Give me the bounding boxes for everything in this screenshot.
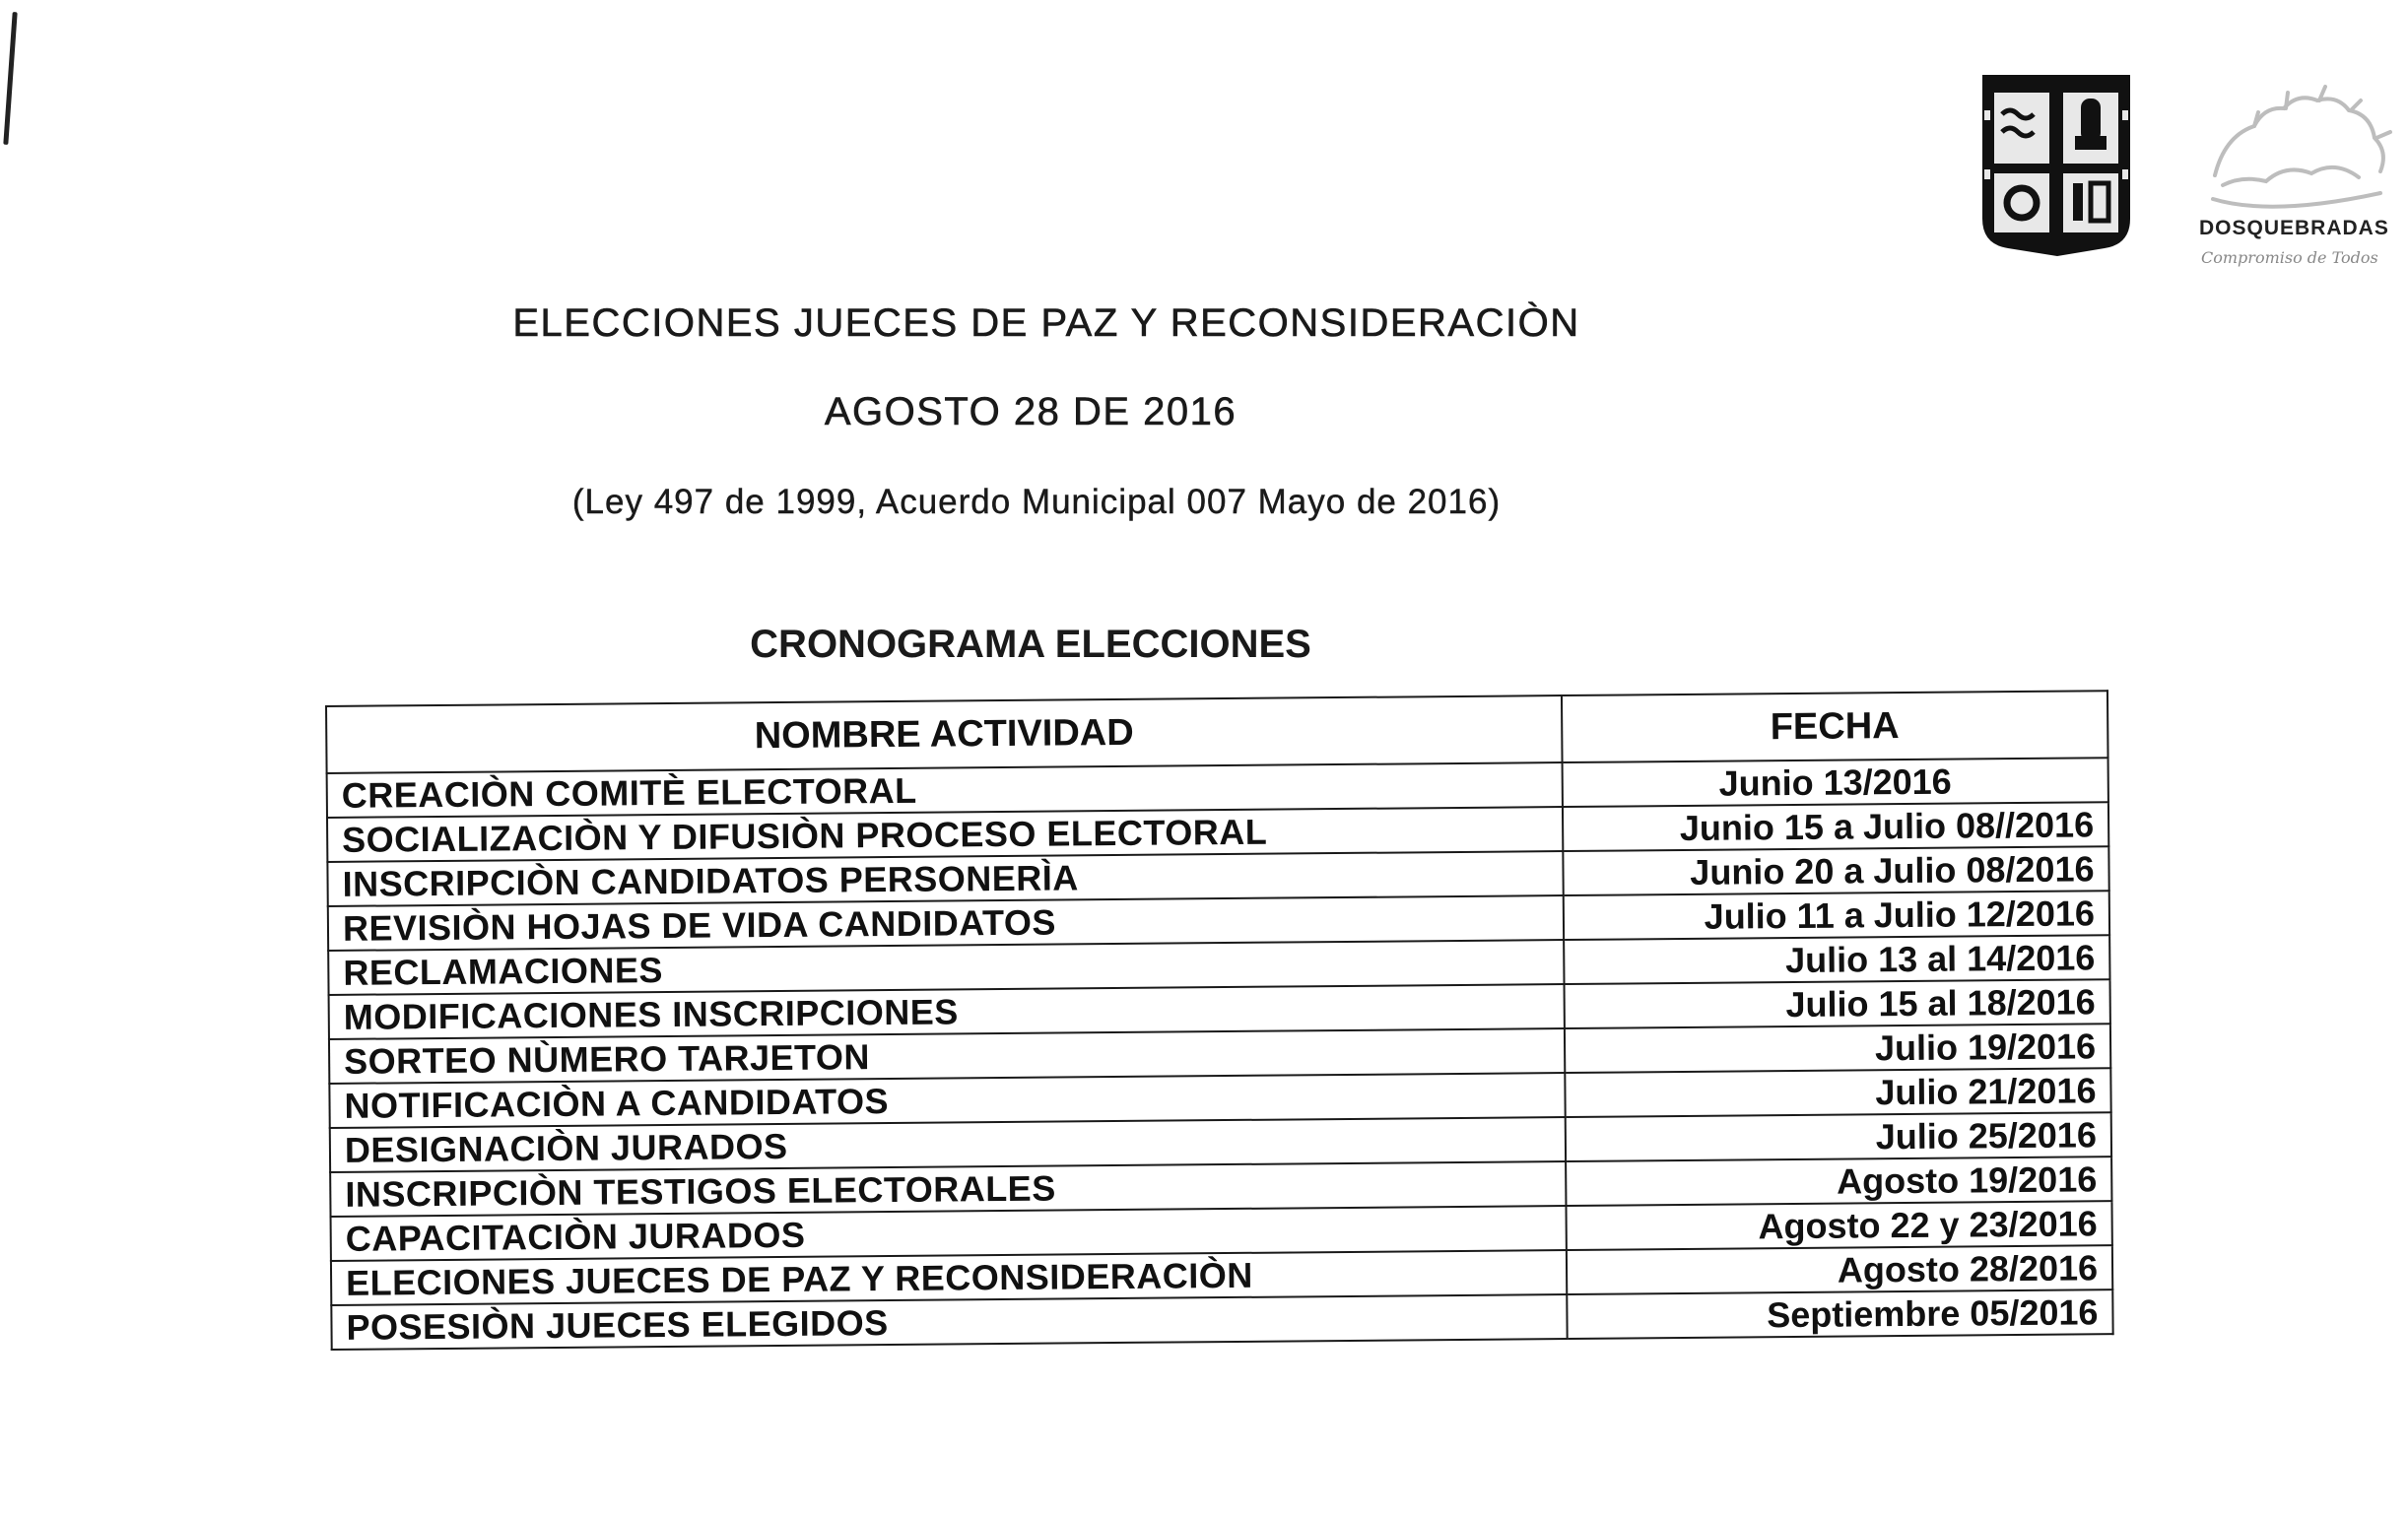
column-header-date: FECHA [1562, 691, 2108, 762]
date-cell: Junio 15 a Julio 08//2016 [1563, 802, 2108, 851]
date-cell: Julio 13 al 14/2016 [1564, 935, 2109, 984]
schedule-table [325, 690, 2114, 1351]
date-cell: Septiembre 05/2016 [1567, 1290, 2112, 1339]
coat-of-arms-icon [1978, 71, 2134, 258]
date-cell: Agosto 22 y 23/2016 [1566, 1201, 2111, 1250]
activity-cell: POSESIÒN JUECES ELEGIDOS [331, 1294, 1567, 1350]
date-cell: Julio 15 al 18/2016 [1564, 979, 2109, 1028]
dosquebradas-logo-icon [2195, 67, 2408, 274]
law-reference: (Ley 497 de 1999, Acuerdo Municipal 007 Mayo de 2016) [571, 483, 1502, 521]
activity-cell: CAPACITACIÒN JURADOS [331, 1206, 1567, 1261]
activity-cell: INSCRIPCIÒN TESTIGOS ELECTORALES [330, 1161, 1566, 1217]
date-cell: Julio 19/2016 [1565, 1024, 2110, 1073]
brand-name: DOSQUEBRADAS [2199, 217, 2389, 239]
pen-margin-mark [3, 12, 17, 145]
date-cell: Agosto 28/2016 [1567, 1245, 2112, 1294]
activity-cell: CREACIÒN COMITÈ ELECTORAL [327, 762, 1563, 818]
activity-cell: MODIFICACIONES INSCRIPCIONES [329, 984, 1565, 1039]
date-cell: Junio 20 a Julio 08/2016 [1563, 846, 2108, 895]
election-date: AGOSTO 28 DE 2016 [824, 390, 1237, 433]
activity-cell: DESIGNACIÒN JURADOS [330, 1117, 1566, 1172]
section-title: CRONOGRAMA ELECCIONES [750, 623, 1311, 666]
schedule-table-container [325, 690, 2114, 1351]
activity-cell: NOTIFICACIÒN A CANDIDATOS [329, 1073, 1565, 1128]
date-cell: Junio 13/2016 [1562, 758, 2107, 807]
date-cell: Julio 25/2016 [1566, 1112, 2111, 1161]
activity-cell: SOCIALIZACIÒN Y DIFUSIÒN PROCESO ELECTORAL [327, 807, 1563, 862]
activity-cell: ELECIONES JUECES DE PAZ Y RECONSIDERACIÒN [331, 1250, 1567, 1305]
date-cell: Julio 21/2016 [1565, 1068, 2110, 1117]
brand-tagline: Compromiso de Todos [2201, 248, 2378, 267]
activity-cell: INSCRIPCIÒN CANDIDATOS PERSONERÌA [327, 851, 1563, 906]
document-title: ELECCIONES JUECES DE PAZ Y RECONSIDERACIÒN [512, 301, 1580, 345]
date-cell: Julio 11 a Julio 12/2016 [1564, 891, 2109, 940]
date-cell: Agosto 19/2016 [1566, 1157, 2111, 1206]
activity-cell: SORTEO NÙMERO TARJETON [329, 1028, 1565, 1084]
activity-cell: RECLAMACIONES [328, 940, 1564, 995]
activity-cell: REVISIÒN HOJAS DE VIDA CANDIDATOS [328, 895, 1564, 951]
column-header-activity: NOMBRE ACTIVIDAD [326, 695, 1562, 773]
